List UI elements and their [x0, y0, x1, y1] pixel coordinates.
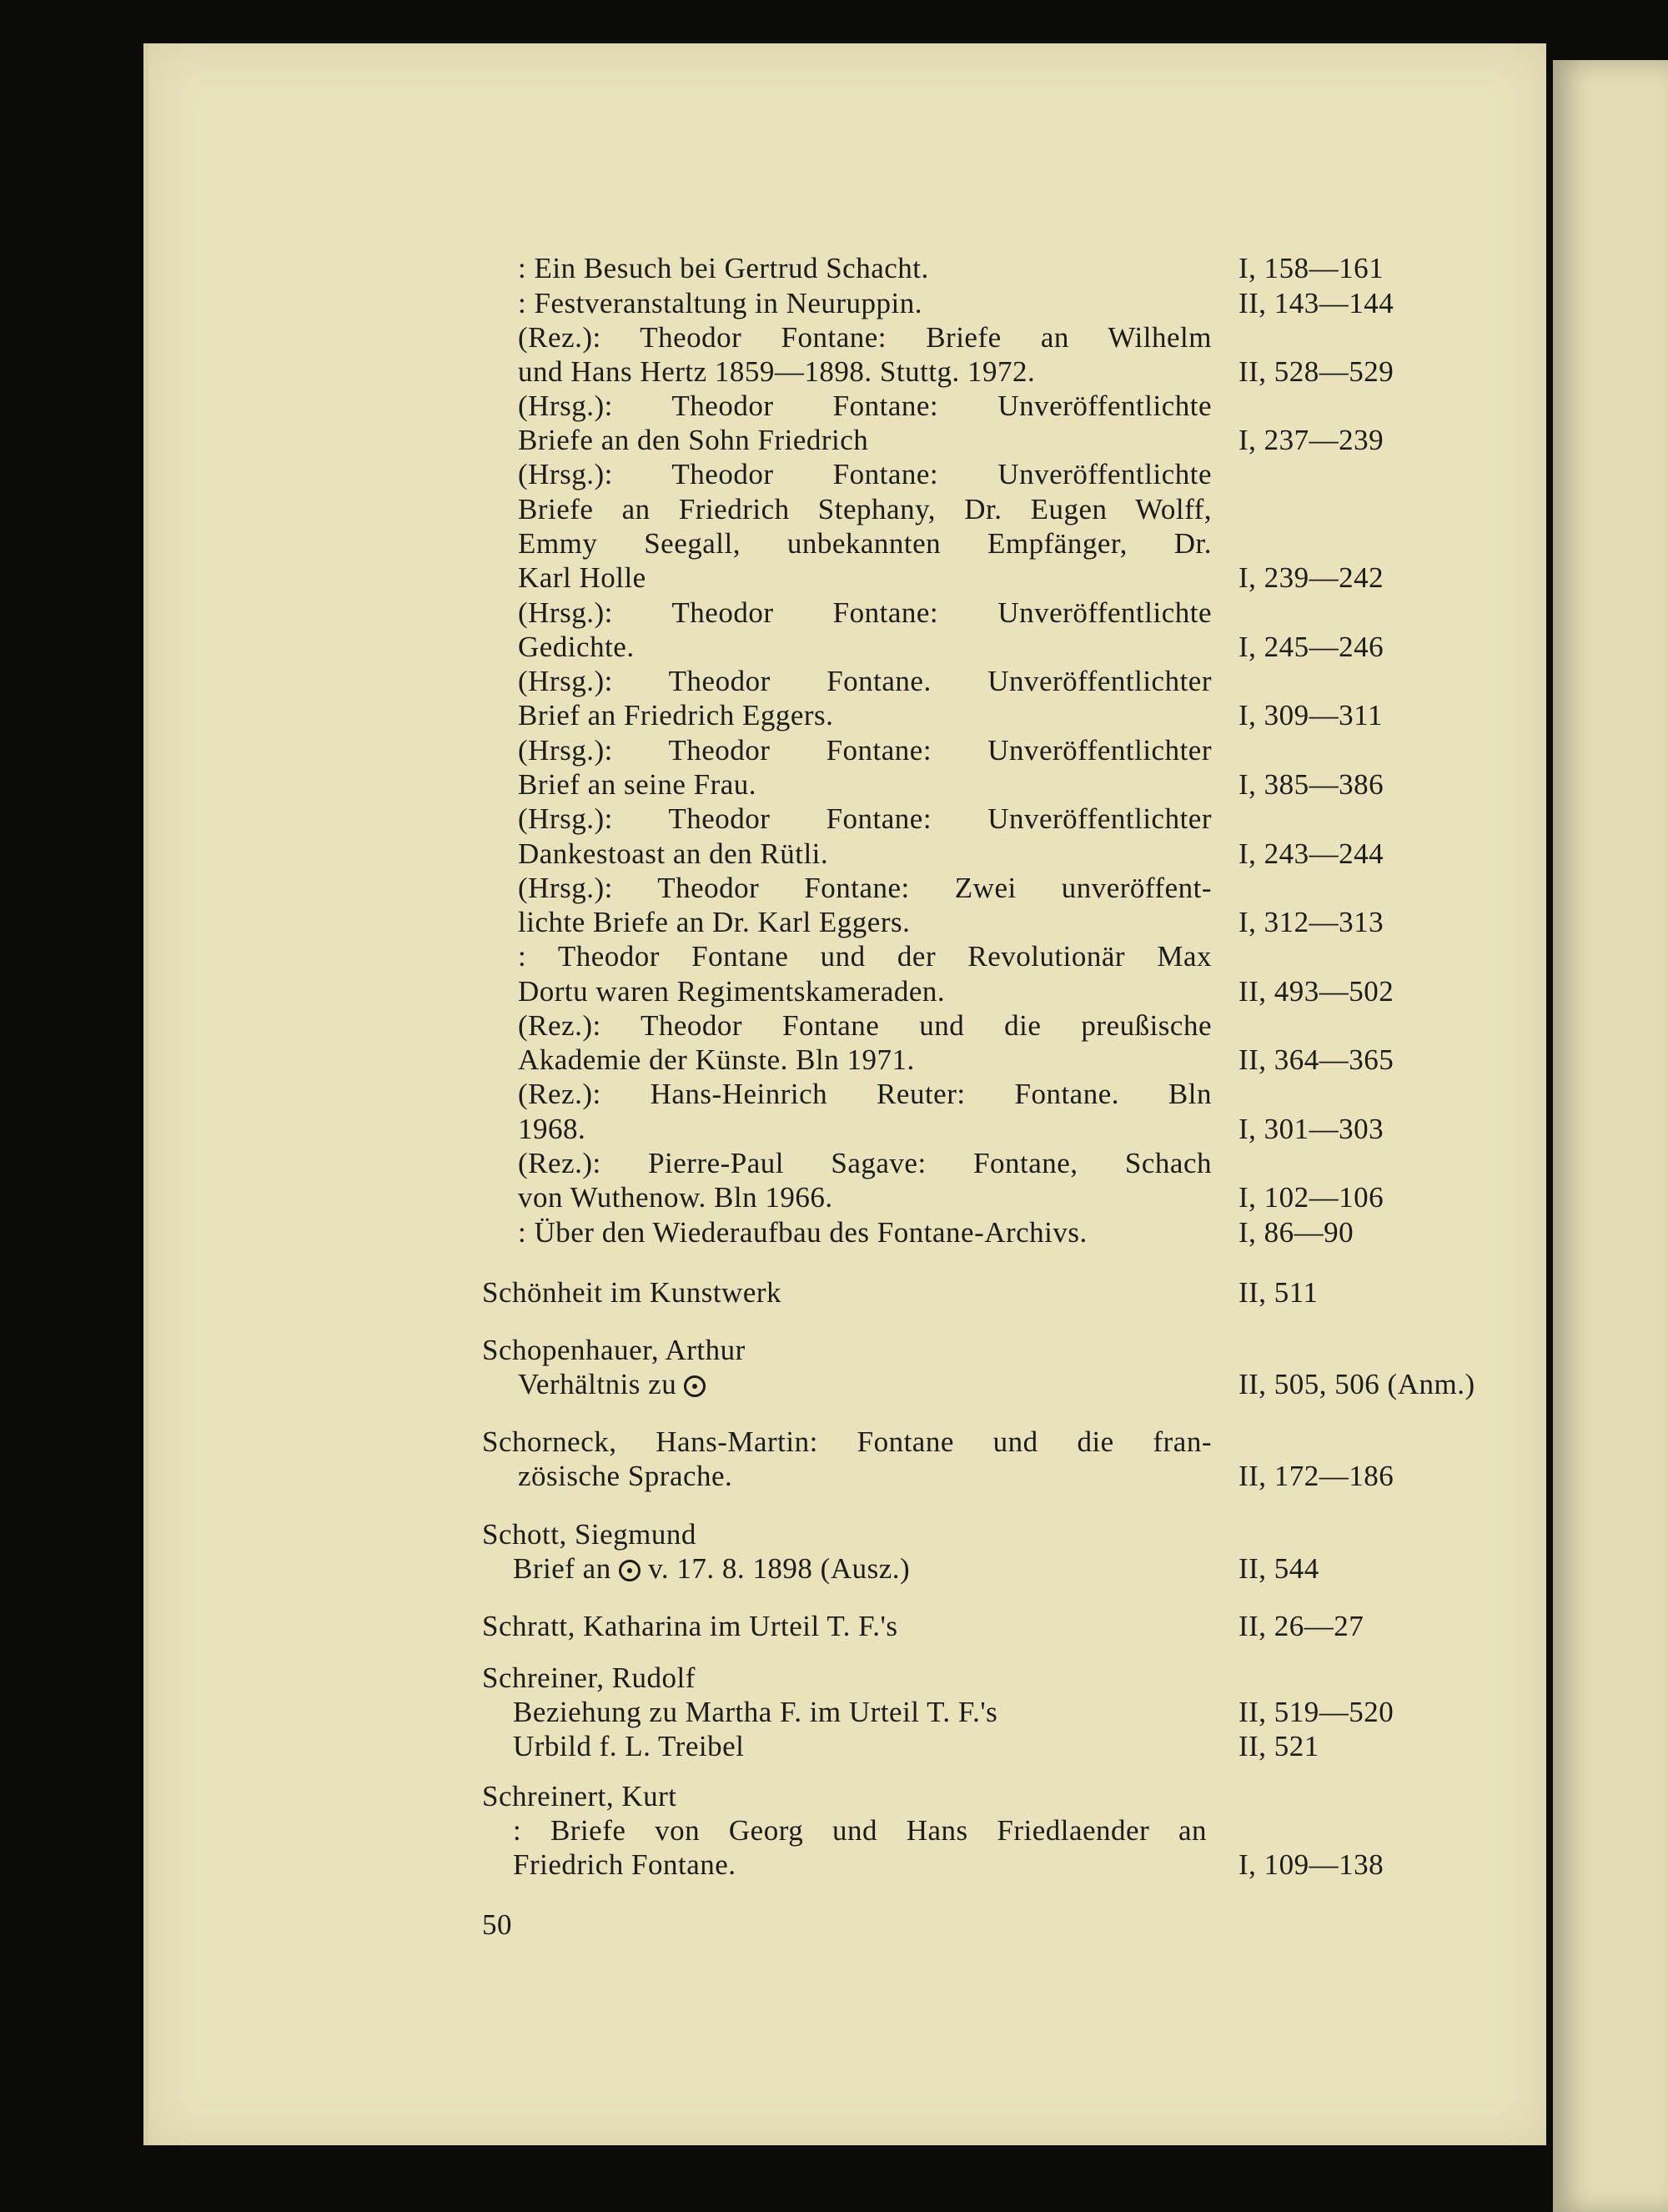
entry-line: : Ein Besuch bei Gertrud Schacht.	[518, 252, 929, 284]
entry-heading: Schratt, Katharina im Urteil T. F.'s	[482, 1610, 898, 1642]
entry-line: (Hrsg.): Theodor Fontane: Unveröffentlichte	[518, 596, 1212, 629]
entry-heading: Schopenhauer, Arthur	[482, 1334, 746, 1366]
entry-reference: II, 364—365	[1238, 1043, 1394, 1076]
entry-line: (Rez.): Theodor Fontane und die preußische	[518, 1009, 1212, 1042]
entry-line: Dortu waren Regimentskameraden.	[518, 975, 946, 1008]
page-number: 50	[482, 1908, 512, 1941]
entry-reference: I, 86—90	[1238, 1216, 1354, 1249]
entry-reference: II, 544	[1238, 1552, 1319, 1585]
entry-heading: Schreiner, Rudolf	[482, 1662, 696, 1694]
entry-reference: I, 109—138	[1238, 1848, 1384, 1881]
entry-line: 1968.	[518, 1113, 586, 1145]
entry-heading: Schorneck, Hans-Martin: Fontane und die fran-	[482, 1425, 1212, 1458]
entry-text: Brief an	[513, 1552, 611, 1585]
entry-line: (Hrsg.): Theodor Fontane: Unveröffentlichter	[518, 734, 1212, 767]
entry-reference: II, 493—502	[1238, 975, 1394, 1008]
entry-line: Friedrich Fontane.	[513, 1848, 736, 1881]
entry-line: Briefe an den Sohn Friedrich	[518, 424, 869, 456]
entry-line	[513, 1552, 910, 1586]
entry-line: Brief an seine Frau.	[518, 768, 757, 801]
entry-line: von Wuthenow. Bln 1966.	[518, 1181, 833, 1214]
entry-line: (Rez.): Pierre-Paul Sagave: Fontane, Schach	[518, 1147, 1212, 1179]
entry-reference: II, 26—27	[1238, 1610, 1364, 1642]
entry-line: Gedichte.	[518, 631, 635, 663]
entry-line: und Hans Hertz 1859—1898. Stuttg. 1972.	[518, 355, 1036, 388]
entry-line: Urbild f. L. Treibel	[513, 1730, 745, 1762]
entry-reference: I, 158—161	[1238, 252, 1384, 284]
entry-reference: II, 505, 506 (Anm.)	[1238, 1368, 1475, 1400]
entry-line: (Hrsg.): Theodor Fontane: Unveröffentlichte	[518, 458, 1212, 490]
entry-line: Akademie der Künste. Bln 1971.	[518, 1043, 915, 1076]
entry-line: : Über den Wiederaufbau des Fontane-Archivs.	[518, 1216, 1088, 1249]
entry-reference: I, 245—246	[1238, 631, 1384, 663]
entry-reference: II, 511	[1238, 1276, 1319, 1309]
entry-line: : Theodor Fontane und der Revolutionär Max	[518, 940, 1212, 973]
entry-line: (Rez.): Theodor Fontane: Briefe an Wilhelm	[518, 321, 1212, 354]
entry-reference: II, 521	[1238, 1730, 1319, 1762]
entry-reference: I, 309—311	[1238, 699, 1383, 731]
entry-line: (Hrsg.): Theodor Fontane: Zwei unveröffent-	[518, 872, 1212, 904]
entry-line: (Rez.): Hans-Heinrich Reuter: Fontane. Bln	[518, 1078, 1212, 1110]
entry-line: (Hrsg.): Theodor Fontane: Unveröffentlichte	[518, 390, 1212, 422]
entry-line: : Festveranstaltung in Neuruppin.	[518, 287, 923, 319]
entry-reference: I, 312—313	[1238, 906, 1384, 938]
entry-line: Beziehung zu Martha F. im Urteil T. F.'s	[513, 1696, 998, 1728]
book-page	[143, 43, 1546, 2145]
entry-line: zösische Sprache.	[518, 1460, 733, 1492]
entry-text: v. 17. 8. 1898 (Ausz.)	[648, 1552, 911, 1585]
entry-reference: I, 385—386	[1238, 768, 1384, 801]
entry-heading: Schönheit im Kunstwerk	[482, 1276, 782, 1309]
entry-text: Verhältnis zu	[518, 1368, 677, 1400]
entry-reference: II, 519—520	[1238, 1696, 1394, 1728]
entry-line: Emmy Seegall, unbekannten Empfänger, Dr.	[518, 527, 1212, 560]
entry-reference: II, 528—529	[1238, 355, 1394, 388]
entry-line: Karl Holle	[518, 561, 646, 594]
entry-line: (Hrsg.): Theodor Fontane. Unveröffentlichter	[518, 665, 1212, 697]
entry-line: Briefe an Friedrich Stephany, Dr. Eugen Wolff,	[518, 493, 1212, 525]
entry-reference: II, 172—186	[1238, 1460, 1394, 1492]
entry-reference: I, 102—106	[1238, 1181, 1384, 1214]
entry-heading: Schreinert, Kurt	[482, 1780, 677, 1812]
entry-line: : Briefe von Georg und Hans Friedlaender an	[513, 1814, 1207, 1847]
entry-reference: I, 301—303	[1238, 1113, 1384, 1145]
entry-reference: I, 237—239	[1238, 424, 1384, 456]
entry-line: (Hrsg.): Theodor Fontane: Unveröffentlichter	[518, 802, 1212, 835]
entry-line	[518, 1368, 706, 1401]
adjacent-page-edge	[1553, 60, 1668, 2212]
entry-reference: I, 239—242	[1238, 561, 1384, 594]
fontane-symbol-icon	[684, 1375, 706, 1397]
entry-heading: Schott, Siegmund	[482, 1518, 696, 1551]
fontane-symbol-icon	[619, 1560, 641, 1581]
entry-line: lichte Briefe an Dr. Karl Eggers.	[518, 906, 911, 938]
entry-reference: I, 243—244	[1238, 837, 1384, 870]
entry-line: Brief an Friedrich Eggers.	[518, 699, 834, 731]
entry-line: Dankestoast an den Rütli.	[518, 837, 829, 870]
entry-reference: II, 143—144	[1238, 287, 1394, 319]
